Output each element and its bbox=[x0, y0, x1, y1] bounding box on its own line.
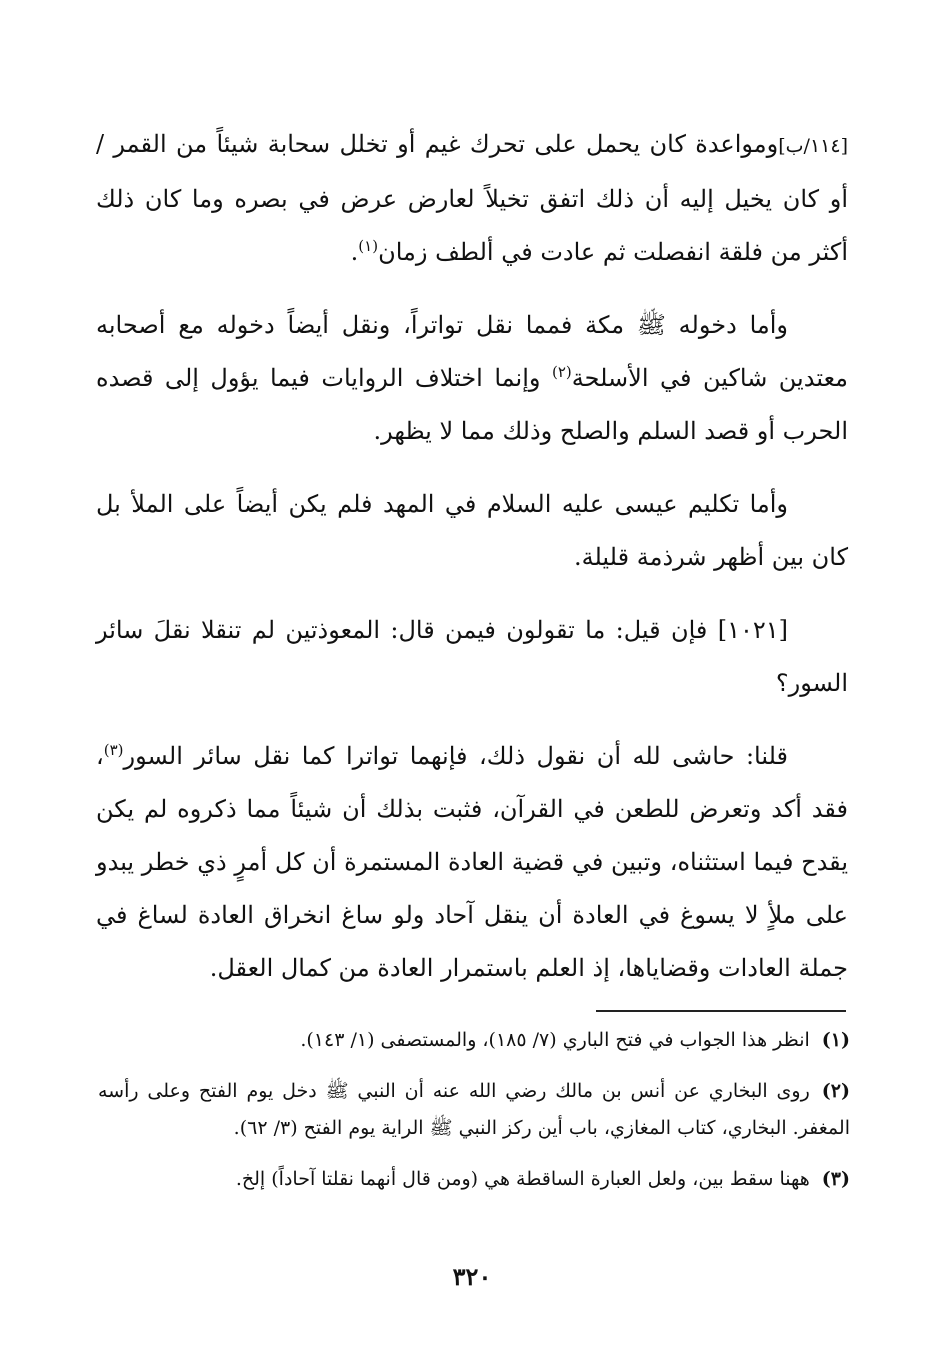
footnote-text: روى البخاري عن أنس بن مالك رضي الله عنه أن النبي ﷺ دخل يوم الفتح وعلى رأسه المغفر. البخاري، كتاب المغازي، باب أين ركز النبي ﷺ الراية يوم الفتح (٣/ ٦٢). bbox=[98, 1080, 850, 1139]
footnote-2 bbox=[98, 1073, 850, 1147]
footnote-number: (١) bbox=[821, 1029, 850, 1051]
paragraph-2-end: وإنما اختلاف الروايات فيما يؤول إلى قصده الحرب أو قصد السلم والصلح وذلك مما لا يظهر. bbox=[96, 364, 848, 445]
main-text bbox=[96, 118, 848, 1015]
footnote-1 bbox=[98, 1022, 850, 1059]
footnote-marker-2: (٢) bbox=[551, 363, 572, 381]
manuscript-folio-ref: [١١٤/ب] bbox=[778, 135, 848, 157]
paragraph-2-text: وأما دخوله ﷺ مكة فمما نقل تواتراً، ونقل أيضاً دخوله مع أصحابه معتدين شاكين في الأسلحة bbox=[96, 311, 848, 392]
paragraph-3-text: وأما تكليم عيسى عليه السلام في المهد فلم يكن أيضاً على الملأ بل كان بين أظهر شرذمة قليلة. bbox=[96, 490, 848, 571]
paragraph-5 bbox=[96, 730, 848, 995]
footnote-marker-3: (٣) bbox=[103, 741, 124, 759]
page-number: ٣٢٠ bbox=[452, 1262, 492, 1291]
footnotes bbox=[98, 1022, 850, 1212]
paragraph-2 bbox=[96, 299, 848, 458]
paragraph-1-text: ومواعدة كان يحمل على تحرك غيم أو تخلل سحابة شيئاً من القمر / أو كان يخيل إليه أن ذلك اتفق تخيلاً لعارض عرض في بصره وما كان ذلك أكثر من فلقة انفصلت ثم عادت في ألطف زمان bbox=[96, 130, 848, 266]
paragraph-1-end: . bbox=[350, 238, 359, 266]
paragraph-4-text: [١٠٢١] فإن قيل: ما تقولون فيمن قال: المعوذتين لم تنقلا نقلَ سائر السور؟ bbox=[96, 616, 848, 697]
paragraph-3 bbox=[96, 478, 848, 584]
footnote-marker-1: (١) bbox=[358, 237, 379, 255]
paragraph-1 bbox=[96, 118, 848, 279]
footnote-3 bbox=[98, 1161, 850, 1198]
paragraph-4 bbox=[96, 604, 848, 710]
footnote-text: انظر هذا الجواب في فتح الباري (٧/ ١٨٥)، والمستصفى (١/ ١٤٣). bbox=[300, 1029, 810, 1051]
footnote-number: (٢) bbox=[821, 1080, 850, 1102]
paragraph-5-end: ، فقد أكد وتعرض للطعن في القرآن، فثبت بذلك أن شيئاً مما ذكروه لم يكن يقدح فيما استثناه، وتبين في قضية العادة المستمرة أن كل أمرٍ ذي خطر يبدو على ملأٍ لا يسوغ في العادة أن ينقل آحاد ولو ساغ انخراق العادة لساغ في جملة العادات وقضاياها، إذ العلم باستمرار العادة من كمال العقل. bbox=[96, 742, 848, 982]
footnote-number: (٣) bbox=[821, 1168, 850, 1190]
paragraph-5-text: قلنا: حاشى لله أن نقول ذلك، فإنهما تواترا كما نقل سائر السور bbox=[123, 742, 788, 770]
footnote-separator bbox=[596, 1010, 846, 1012]
footnote-text: ههنا سقط بين، ولعل العبارة الساقطة هي (ومن قال أنهما نقلتا آحاداً) إلخ. bbox=[235, 1168, 810, 1190]
